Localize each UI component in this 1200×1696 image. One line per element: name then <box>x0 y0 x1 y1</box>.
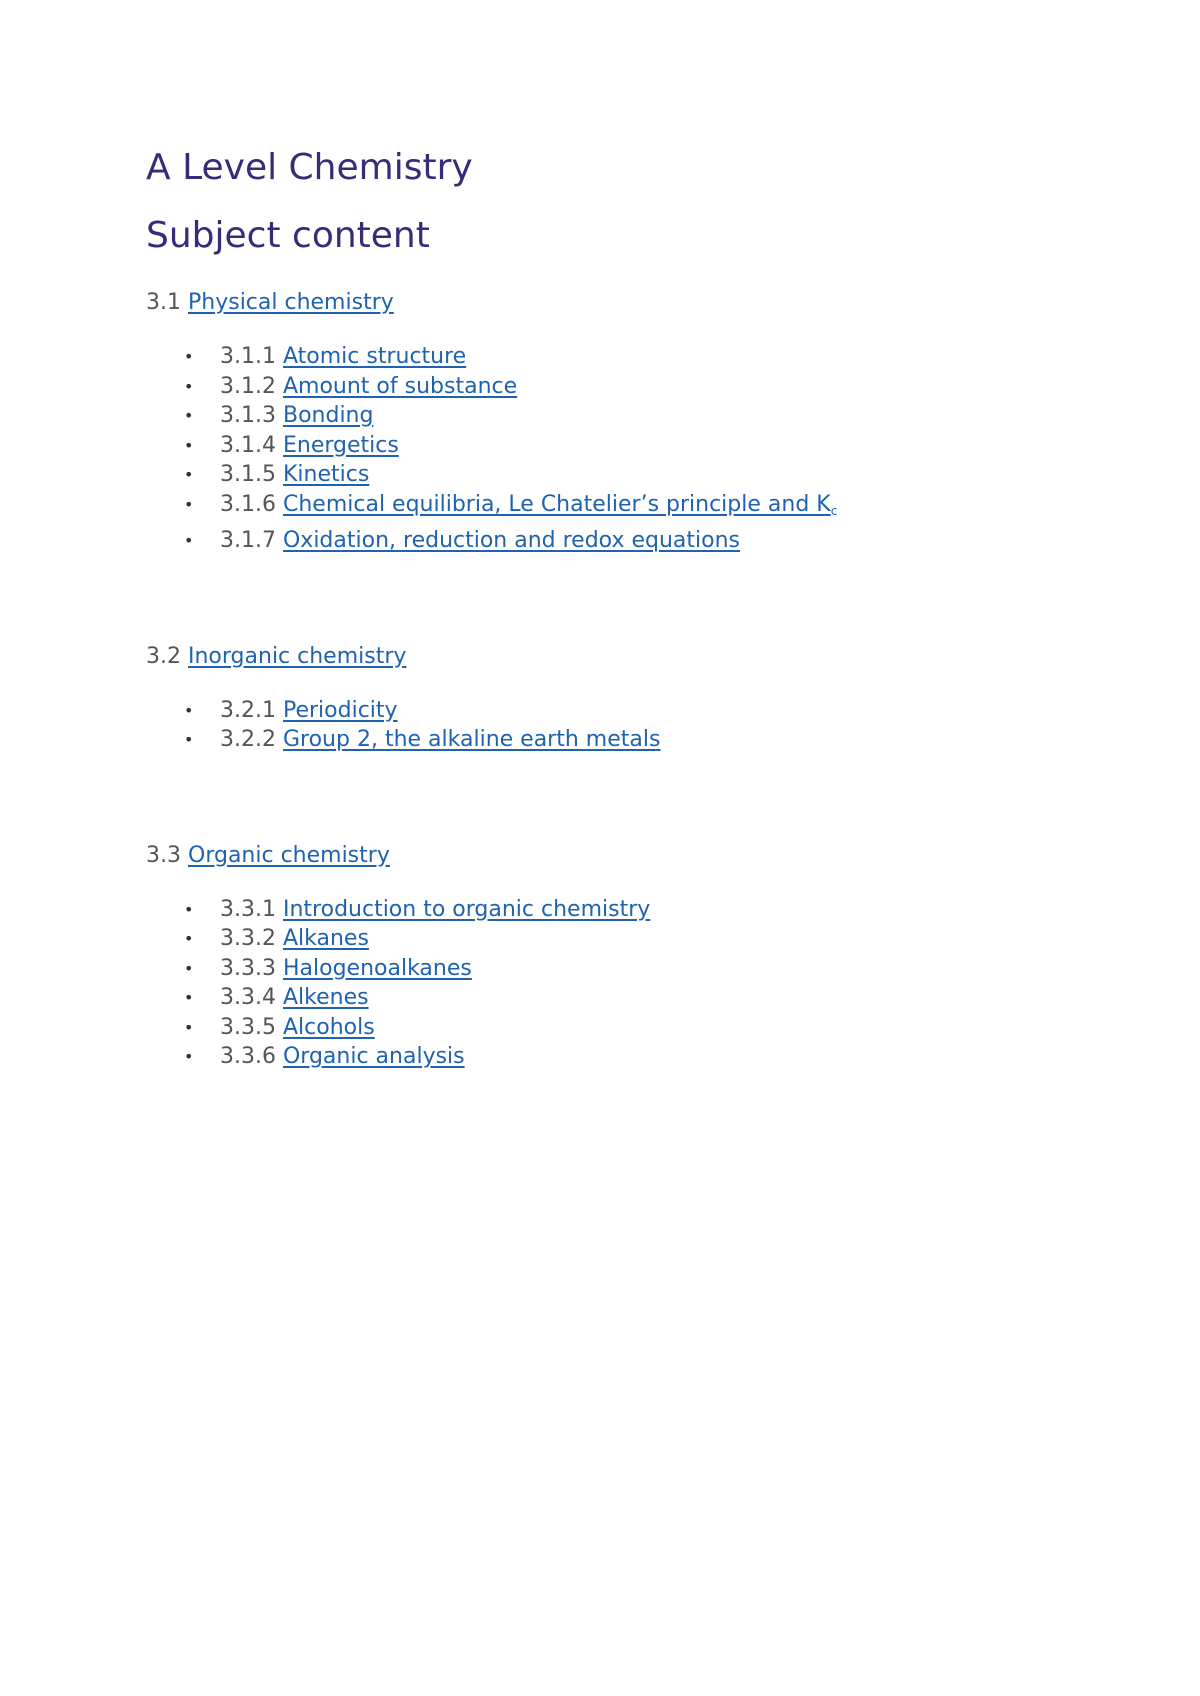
topic-number: 3.3.3 <box>220 955 276 981</box>
section-link-organic-chemistry[interactable]: Organic chemistry <box>188 842 390 868</box>
topic-link-atomic-structure[interactable]: Atomic structure <box>282 344 467 369</box>
section-physical-chemistry <box>146 288 1106 556</box>
list-item <box>184 1013 1106 1043</box>
topic-number: 3.1.6 <box>220 491 276 517</box>
bullet-dot-icon: • <box>184 347 194 366</box>
document-page <box>146 138 1106 1072</box>
section-link-physical-chemistry[interactable]: Physical chemistry <box>188 290 394 315</box>
list-item <box>184 895 1106 925</box>
topic-number: 3.3.4 <box>220 985 276 1010</box>
topic-number: 3.1.5 <box>220 462 276 487</box>
topic-link-group-2[interactable]: Group 2, the alkaline earth metals <box>282 727 661 752</box>
topic-link-energetics[interactable]: Energetics <box>282 432 399 458</box>
topic-number: 3.3.2 <box>220 926 276 951</box>
section-number: 3.3 <box>146 842 181 868</box>
bullet-dot-icon: • <box>184 929 194 948</box>
topic-link-alcohols[interactable]: Alcohols <box>282 1014 375 1040</box>
topic-list <box>146 696 1106 755</box>
topic-link-alkanes[interactable]: Alkanes <box>282 926 369 951</box>
section-inorganic-chemistry <box>146 642 1106 755</box>
topic-number: 3.1.1 <box>220 344 276 369</box>
section-number: 3.2 <box>146 643 181 669</box>
list-item <box>184 725 1106 755</box>
bullet-dot-icon: • <box>184 494 194 514</box>
topic-number: 3.1.7 <box>220 528 276 553</box>
list-item <box>184 954 1106 984</box>
section-heading <box>146 642 1106 672</box>
list-item <box>184 526 1106 556</box>
list-item <box>184 342 1106 372</box>
topic-list <box>146 342 1106 556</box>
topic-number: 3.2.2 <box>220 727 276 752</box>
topic-link-introduction-organic[interactable]: Introduction to organic chemistry <box>282 896 651 922</box>
subscript-c: c <box>830 503 838 518</box>
topic-link-text: Chemical equilibria, Le Chatelier’s principle and K <box>282 491 831 517</box>
topic-list <box>146 895 1106 1072</box>
topic-link-alkenes[interactable]: Alkenes <box>282 985 369 1010</box>
list-item <box>184 696 1106 726</box>
topic-number: 3.1.2 <box>220 373 276 399</box>
topic-link-organic-analysis[interactable]: Organic analysis <box>282 1044 465 1069</box>
topic-link-oxidation-reduction[interactable]: Oxidation, reduction and redox equations <box>282 528 741 553</box>
bullet-dot-icon: • <box>184 988 194 1007</box>
topic-number: 3.3.6 <box>220 1044 276 1069</box>
document-subtitle: Subject content <box>146 215 430 256</box>
list-item <box>184 490 1106 527</box>
bullet-dot-icon: • <box>184 376 194 396</box>
topic-link-kinetics[interactable]: Kinetics <box>282 462 370 487</box>
list-item <box>184 372 1106 402</box>
bullet-dot-icon: • <box>184 531 194 550</box>
topic-number: 3.1.4 <box>220 432 276 458</box>
bullet-dot-icon: • <box>184 435 194 455</box>
topic-link-chemical-equilibria[interactable] <box>283 492 837 517</box>
section-organic-chemistry <box>146 841 1106 1072</box>
list-item <box>184 460 1106 490</box>
section-heading <box>146 288 1106 318</box>
topic-link-periodicity[interactable]: Periodicity <box>282 697 398 723</box>
section-number: 3.1 <box>146 290 181 315</box>
bullet-dot-icon: • <box>184 730 194 749</box>
bullet-dot-icon: • <box>184 465 194 484</box>
list-item <box>184 1042 1106 1072</box>
list-item <box>184 401 1106 431</box>
topic-link-halogenoalkanes[interactable]: Halogenoalkanes <box>282 955 472 981</box>
topic-number: 3.3.1 <box>220 896 276 922</box>
document-title: A Level Chemistry <box>146 147 473 188</box>
topic-link-amount-of-substance[interactable]: Amount of substance <box>282 373 518 399</box>
section-heading <box>146 841 1106 871</box>
bullet-dot-icon: • <box>184 958 194 978</box>
list-item <box>184 983 1106 1013</box>
topic-link-bonding[interactable]: Bonding <box>282 403 374 428</box>
bullet-dot-icon: • <box>184 1017 194 1037</box>
bullet-dot-icon: • <box>184 899 194 919</box>
bullet-dot-icon: • <box>184 1047 194 1066</box>
bullet-dot-icon: • <box>184 406 194 425</box>
bullet-dot-icon: • <box>184 700 194 720</box>
topic-number: 3.2.1 <box>220 697 276 723</box>
section-link-inorganic-chemistry[interactable]: Inorganic chemistry <box>188 643 407 669</box>
list-item <box>184 924 1106 954</box>
topic-number: 3.1.3 <box>220 403 276 428</box>
list-item <box>184 431 1106 461</box>
topic-number: 3.3.5 <box>220 1014 276 1040</box>
